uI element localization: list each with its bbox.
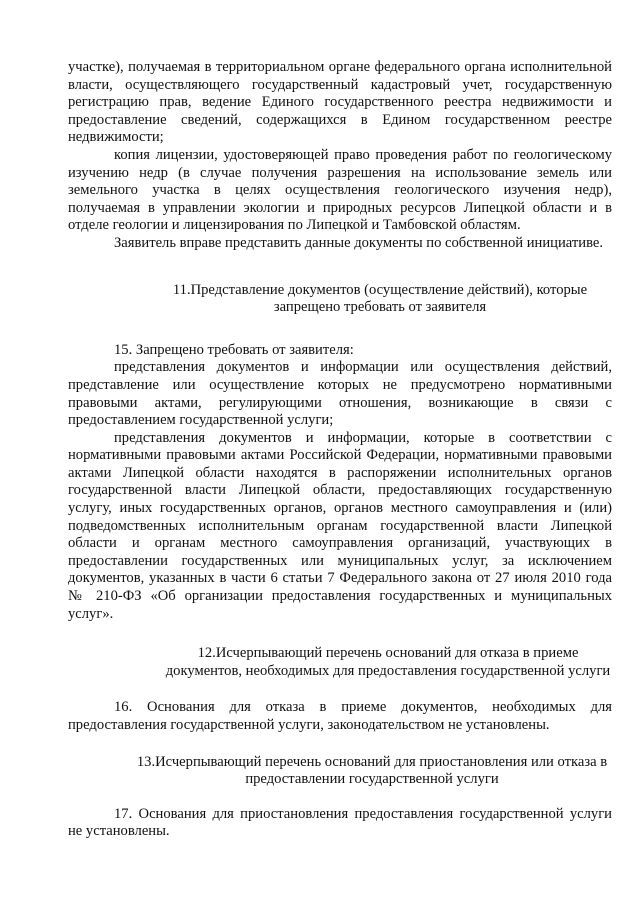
- paragraph-17: 17. Основания для приостановления предоставления государственной услуги не установлены.: [68, 805, 612, 840]
- paragraph-own-initiative: Заявитель вправе представить данные документы по собственной инициативе.: [114, 234, 604, 251]
- paragraph-egrn-extract: участке), получаемая в территориальном органе федерального органа исполнительной власти, осуществляющего государственный кадастровый учет, государственную регистрацию прав, ведение Единого государственного реестра недвижимости и предоставление сведений, содержащихся в Едином государственном реестре недвижимости;: [68, 59, 612, 146]
- paragraph-license-copy: копия лицензии, удостоверяющей право проведения работ по геологическому изучению недр (в случае получения разрешения на использование земель или земельного участка в целях осуществления геологического изучения недр), получаемая в управлении экологии и природных ресурсов Липецкой области и в отделе геологии и лицензирования по Липецкой и Тамбовской областям.: [68, 146, 612, 234]
- section-heading-11: 11.Представление документов (осуществление действий), которые запрещено требовать от заявителя: [172, 281, 588, 316]
- paragraph-15-item-1: представления документов и информации или осуществления действий, представление или осуществление которых не предусмотрено нормативными правовыми актами, регулирующими отношения, возникающие в связи с предоставлением государственной услуги;: [68, 359, 612, 429]
- document-body: [68, 59, 612, 841]
- section-heading-12: 12.Исчерпывающий перечень оснований для отказа в приеме документов, необходимых для предоставления государственной услуги: [165, 645, 611, 679]
- section-heading-13: 13.Исчерпывающий перечень оснований для приостановления или отказа в предоставлении государственной услуги: [136, 753, 608, 788]
- paragraph-15: 15. Запрещено требовать от заявителя:: [114, 341, 354, 358]
- paragraph-15-item-2: представления документов и информации, которые в соответствии с нормативными правовыми актами Российской Федерации, нормативными правовыми актами Липецкой области находятся в распоряжении исполнительных органов государственной власти Липецкой области, предоставляющих государственную услугу, иных государственных органов, органов местного самоуправления и (или) подведомственных исполнительным органам государственной власти Липецкой области и органам местного самоуправления организаций, участвующих в предоставлении государственных или муниципальных услуг, за исключением документов, указанных в части 6 статьи 7 Федерального закона от 27 июля 2010 года № 210-ФЗ «Об организации предоставления государственных и муниципальных услуг».: [68, 429, 612, 622]
- paragraph-16: 16. Основания для отказа в приеме документов, необходимых для предоставления государственной услуги, законодательством не установлены.: [68, 699, 612, 733]
